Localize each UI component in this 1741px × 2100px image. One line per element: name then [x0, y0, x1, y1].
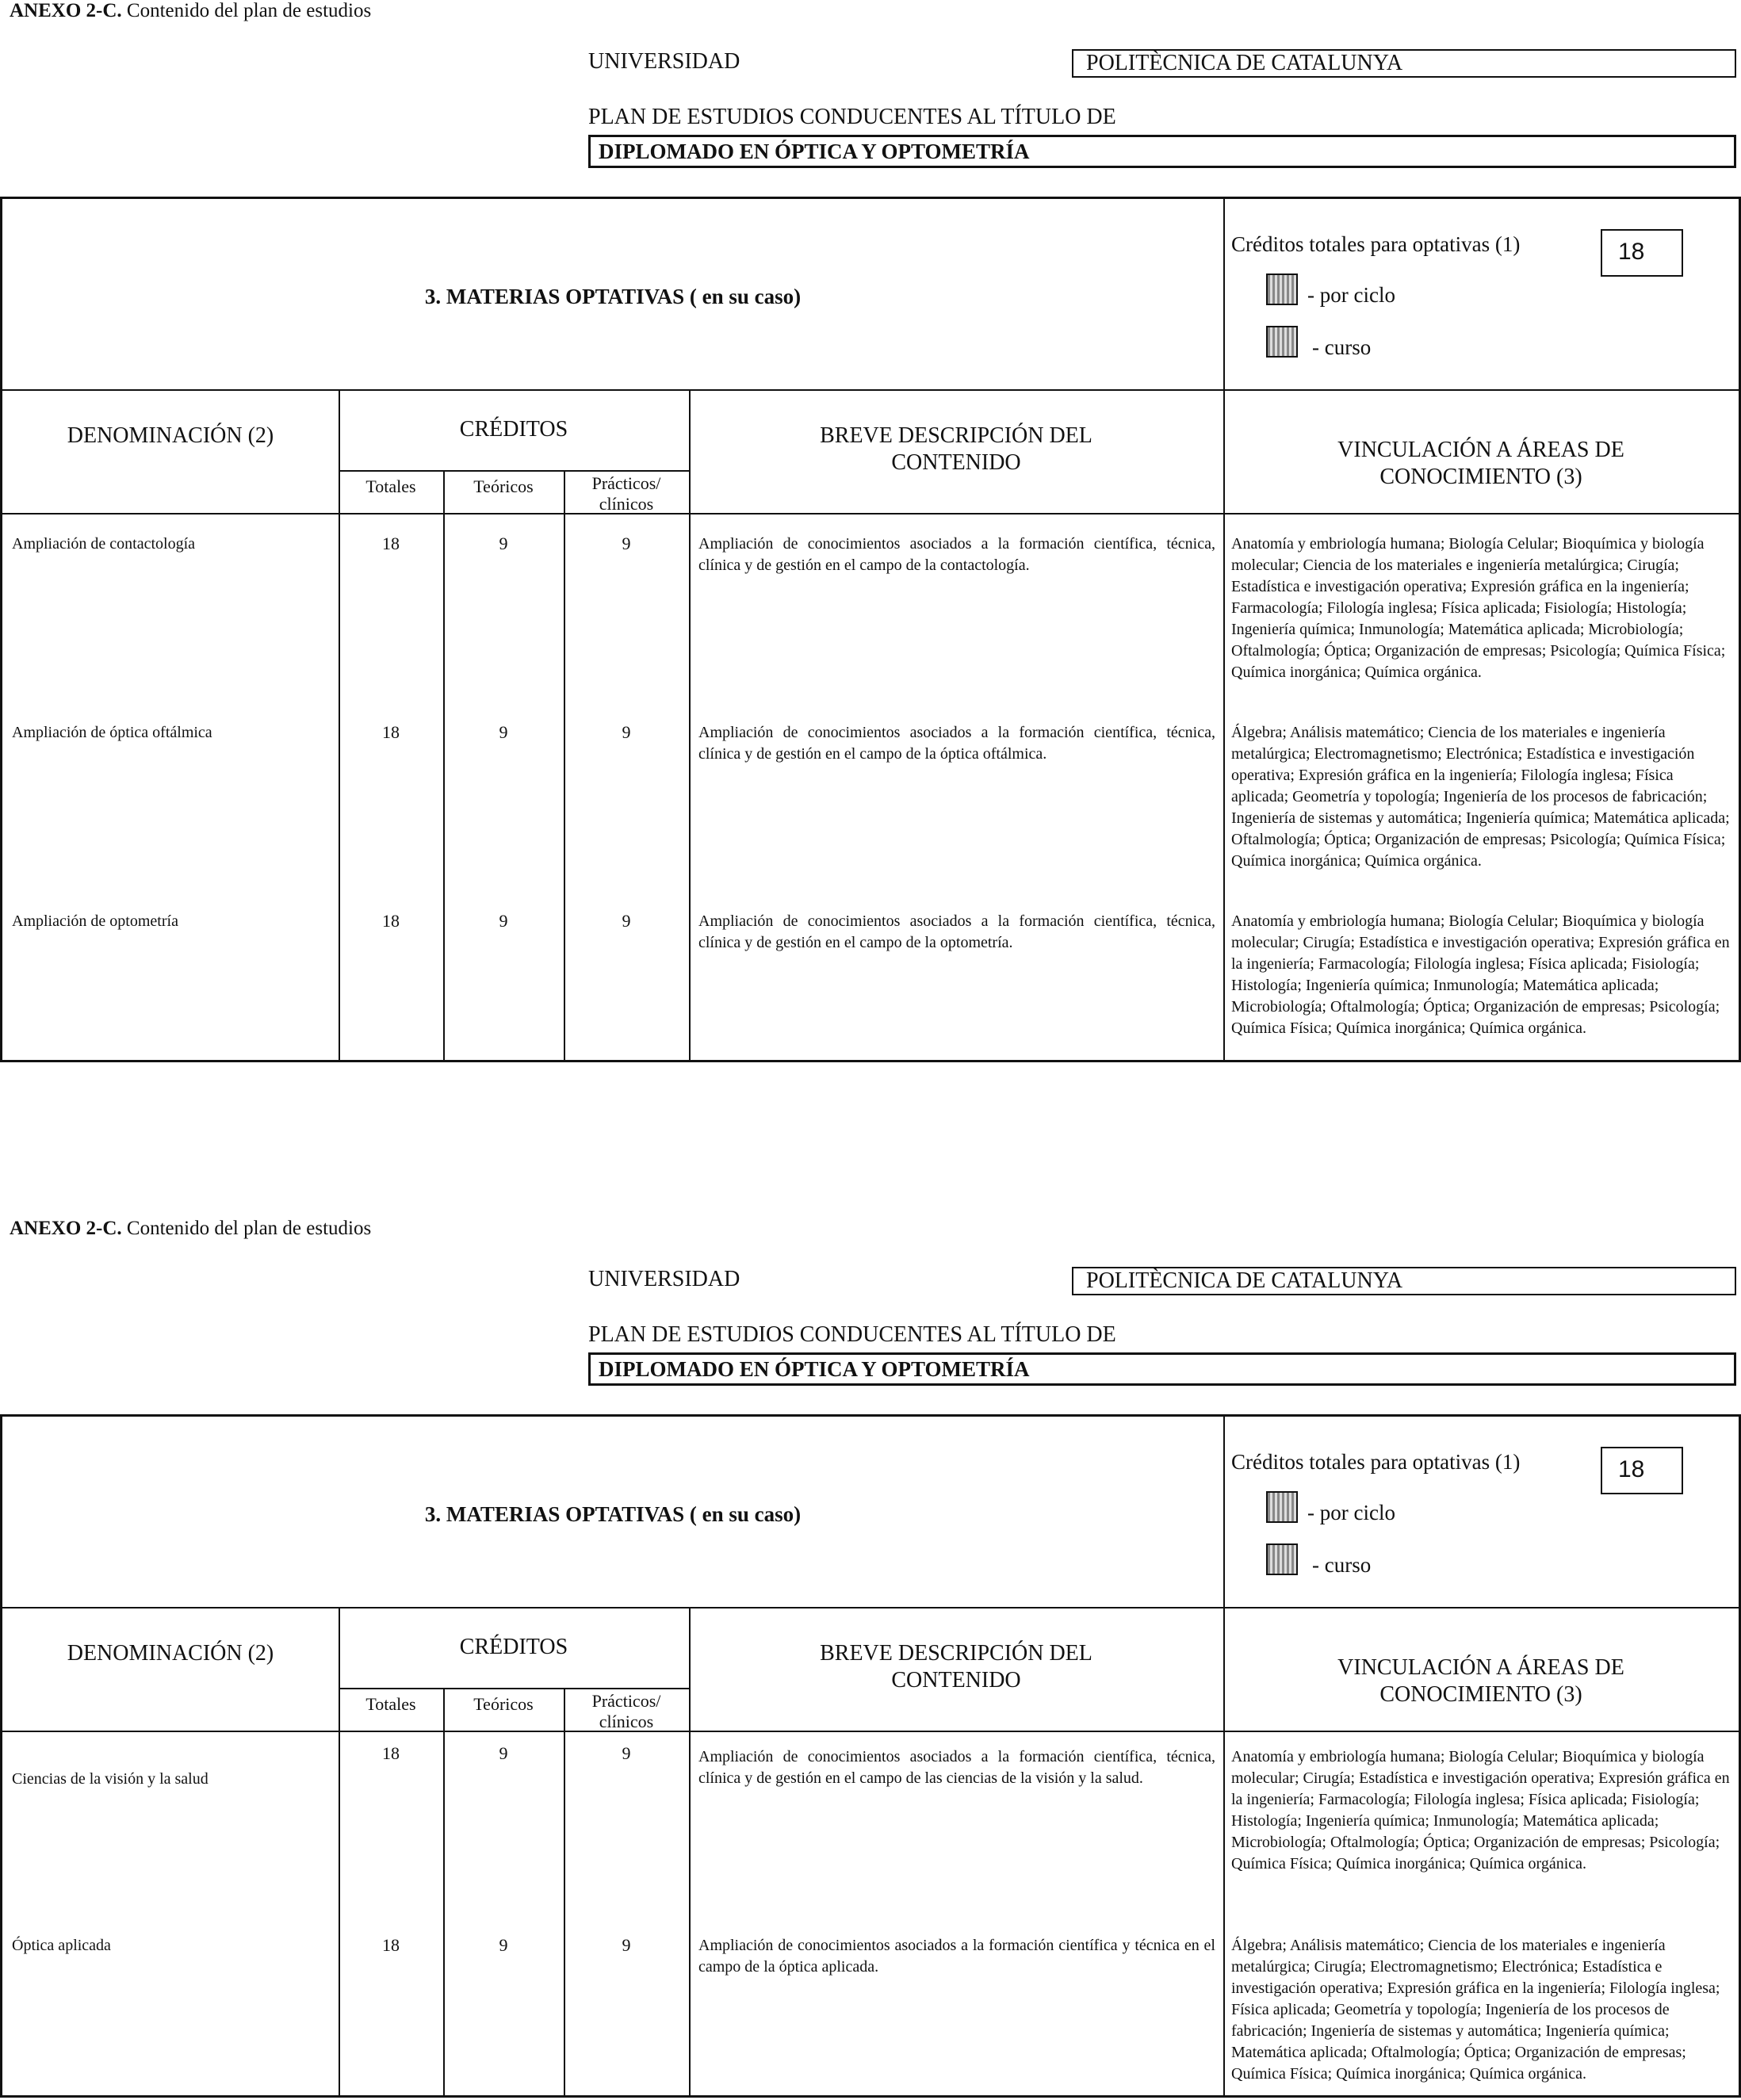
- credits-totales: 18: [382, 1935, 400, 1955]
- per-cycle-label: - por ciclo: [1307, 1501, 1395, 1524]
- credits-teoricos: 9: [499, 1935, 508, 1955]
- section-title: 3. MATERIAS OPTATIVAS ( en su caso): [424, 1502, 802, 1526]
- credits-practicos: 9: [622, 911, 631, 931]
- credits-teoricos: 9: [499, 722, 508, 742]
- university-label: UNIVERSIDAD: [588, 49, 740, 74]
- university-name: POLITÈCNICA DE CATALUNYA: [1072, 1267, 1736, 1295]
- subject-name: Óptica aplicada: [12, 1937, 111, 1954]
- col-practicos: Prácticos/ clínicos: [591, 473, 661, 514]
- subject-description: Ampliación de conocimientos asociados a la formación científica, técnica, clínica y de gestión en el campo de las ciencias de la visión y la salud.: [698, 1748, 1215, 1787]
- knowledge-areas: Anatomía y embriología humana; Biología Celular; Bioquímica y biología molecular; Cirugía; Estadística e investigación operativa; Expresión gráfica en la ingeniería; Farmacología; Filología inglesa; Física aplicada; Fisiología; Histología; Ingeniería química; Inmunología; Matemática aplicada; Microbiología; Oftalmología; Óptica; Organización de empresas; Psicología; Química Física; Química inorgánica; Química orgánica.: [1231, 1748, 1730, 1872]
- per-cycle-shade-box: [1266, 273, 1298, 305]
- col-totales: Totales: [365, 1694, 416, 1714]
- credits-teoricos: 9: [499, 1743, 508, 1763]
- col-practicos: Prácticos/ clínicos: [591, 1691, 661, 1731]
- knowledge-areas: Anatomía y embriología humana; Biología Celular; Bioquímica y biología molecular; Cirugía; Estadística e investigación operativa; Expresión gráfica en la ingeniería; Farmacología; Filología inglesa; Física aplicada; Fisiología; Histología; Ingeniería química; Inmunología; Matemática aplicada; Microbiología; Oftalmología; Óptica; Organización de empresas; Psicología; Química Física; Química inorgánica; Química orgánica.: [1231, 912, 1730, 1037]
- section-title: 3. MATERIAS OPTATIVAS ( en su caso): [424, 285, 802, 308]
- subject-name: Ciencias de la visión y la salud: [12, 1770, 209, 1788]
- credits-practicos: 9: [622, 722, 631, 742]
- col-descripcion: BREVE DESCRIPCIÓN DEL CONTENIDO: [820, 1641, 1092, 1693]
- optional-subjects-table: [0, 1414, 1741, 2098]
- plan-label: PLAN DE ESTUDIOS CONDUCENTES AL TÍTULO DE: [588, 1322, 1116, 1347]
- col-teoricos: Teóricos: [473, 1694, 534, 1714]
- credits-totales: 18: [382, 722, 400, 742]
- credits-totales: 18: [382, 534, 400, 553]
- plan-label: PLAN DE ESTUDIOS CONDUCENTES AL TÍTULO DE: [588, 105, 1116, 129]
- university-label: UNIVERSIDAD: [588, 1267, 740, 1291]
- course-shade-box: [1266, 326, 1298, 358]
- credits-total-value: 18: [1601, 229, 1683, 277]
- credits-total-label: Créditos totales para optativas (1): [1231, 1450, 1521, 1474]
- knowledge-areas: Anatomía y embriología humana; Biología Celular; Bioquímica y biología molecular; Ciencia de los materiales e ingeniería metalúrgica; Cirugía; Estadística e investigación operativa; Expresión gráfica en la ingeniería; Farmacología; Filología inglesa; Física aplicada; Fisiología; Histología; Ingeniería química; Inmunología; Matemática aplicada; Microbiología; Oftalmología; Óptica; Organización de empresas; Psicología; Química Física; Química inorgánica; Química orgánica.: [1231, 535, 1726, 681]
- credits-teoricos: 9: [499, 911, 508, 931]
- credits-practicos: 9: [622, 1743, 631, 1763]
- col-vinculacion: VINCULACIÓN A ÁREAS DE CONOCIMIENTO (3): [1337, 438, 1624, 489]
- credits-practicos: 9: [622, 1935, 631, 1955]
- credits-total-label: Créditos totales para optativas (1): [1231, 232, 1521, 256]
- subject-description: Ampliación de conocimientos asociados a la formación científica, técnica, clínica y de gestión en el campo de la contactología.: [698, 535, 1215, 574]
- per-cycle-shade-box: [1266, 1491, 1298, 1523]
- course-label: - curso: [1312, 1553, 1372, 1577]
- annex-heading: ANEXO 2-C. Contenido del plan de estudios: [10, 0, 372, 21]
- col-totales: Totales: [365, 476, 416, 496]
- col-creditos: CRÉDITOS: [459, 1635, 568, 1659]
- degree-title: DIPLOMADO EN ÓPTICA Y OPTOMETRÍA: [588, 1352, 1736, 1386]
- subject-description: Ampliación de conocimientos asociados a la formación científica, técnica, clínica y de gestión en el campo de la óptica oftálmica.: [698, 724, 1215, 763]
- subject-description: Ampliación de conocimientos asociados a la formación científica y técnica en el campo de la óptica aplicada.: [698, 1937, 1215, 1976]
- course-label: - curso: [1312, 335, 1372, 359]
- col-creditos: CRÉDITOS: [459, 417, 568, 442]
- knowledge-areas: Álgebra; Análisis matemático; Ciencia de los materiales e ingeniería metalúrgica; Electromagnetismo; Electrónica; Estadística e investigación operativa; Expresión gráfica en la ingeniería; Filología inglesa; Física aplicada; Geometría y topología; Ingeniería de los procesos de fabricación; Ingeniería de sistemas y automática; Ingeniería química; Matemática aplicada; Oftalmología; Óptica; Organización de empresas; Psicología; Química Física; Química inorgánica; Química orgánica.: [1231, 724, 1730, 870]
- credits-totales: 18: [382, 911, 400, 931]
- credits-practicos: 9: [622, 534, 631, 553]
- university-name: POLITÈCNICA DE CATALUNYA: [1072, 49, 1736, 78]
- col-vinculacion: VINCULACIÓN A ÁREAS DE CONOCIMIENTO (3): [1337, 1655, 1624, 1707]
- credits-total-value: 18: [1601, 1447, 1683, 1494]
- annex-heading: ANEXO 2-C. Contenido del plan de estudios: [10, 1218, 372, 1239]
- col-teoricos: Teóricos: [473, 476, 534, 496]
- degree-title: DIPLOMADO EN ÓPTICA Y OPTOMETRÍA: [588, 135, 1736, 168]
- col-denominacion: DENOMINACIÓN (2): [67, 1641, 274, 1666]
- col-denominacion: DENOMINACIÓN (2): [67, 423, 274, 448]
- col-descripcion: BREVE DESCRIPCIÓN DEL CONTENIDO: [820, 423, 1092, 475]
- subject-name: Ampliación de óptica oftálmica: [12, 724, 212, 741]
- credits-totales: 18: [382, 1743, 400, 1763]
- knowledge-areas: Álgebra; Análisis matemático; Ciencia de los materiales e ingeniería metalúrgica; Cirugía; Electromagnetismo; Electrónica; Estadística e investigación operativa; Expresión gráfica en la ingeniería; Filología inglesa; Física aplicada; Geometría y topología; Ingeniería de los procesos de fabricación; Ingeniería de sistemas y automática; Ingeniería química; Matemática aplicada; Oftalmología; Óptica; Organización de empresas; Química Física; Química inorgánica; Química orgánica.: [1231, 1937, 1720, 2083]
- subject-name: Ampliación de contactología: [12, 535, 196, 553]
- course-shade-box: [1266, 1543, 1298, 1575]
- optional-subjects-table: [0, 197, 1741, 1062]
- plan-page-2: [0, 1218, 1741, 2100]
- credits-teoricos: 9: [499, 534, 508, 553]
- subject-description: Ampliación de conocimientos asociados a la formación científica, técnica, clínica y de gestión en el campo de la optometría.: [698, 912, 1215, 951]
- subject-name: Ampliación de optometría: [12, 912, 178, 930]
- per-cycle-label: - por ciclo: [1307, 283, 1395, 307]
